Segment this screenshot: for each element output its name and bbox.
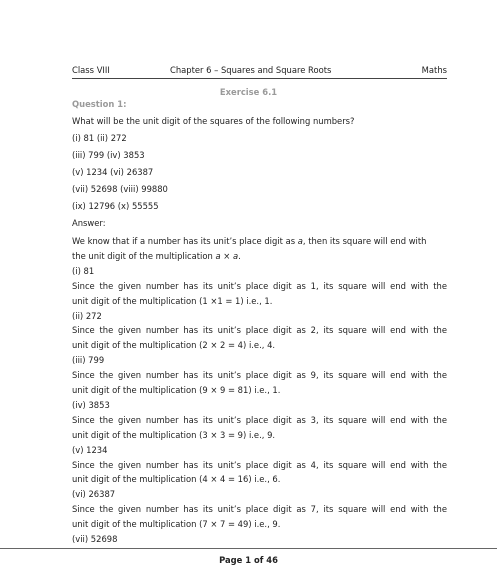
header-chapter: Chapter 6 – Squares and Square Roots bbox=[170, 65, 332, 75]
option-line: (iii) 799 (iv) 3853 bbox=[72, 150, 145, 160]
intro-text: We know that if a number has its unit’s place digit as bbox=[72, 236, 298, 246]
part-label: (i) 81 bbox=[72, 265, 95, 276]
page-number: Page 1 of 46 bbox=[219, 555, 278, 565]
part-label: (vii) 52698 bbox=[72, 534, 118, 544]
intro-text: . bbox=[238, 250, 241, 261]
part-explanation: unit digit of the multiplication (7 × 7 = 49) i.e., 9. bbox=[72, 519, 281, 530]
part-explanation: unit digit of the multiplication (3 × 3 = 9) i.e., 9. bbox=[72, 429, 276, 440]
part-explanation: Since the given number has its unit’s place digit as 1, its square will end with the bbox=[72, 280, 447, 291]
part-label: (vi) 26387 bbox=[72, 489, 116, 500]
part-label: (iv) 3853 bbox=[72, 399, 110, 410]
option-line: (v) 1234 (vi) 26387 bbox=[72, 167, 154, 177]
part-label: (ii) 272 bbox=[72, 310, 102, 321]
part-label: (v) 1234 bbox=[72, 444, 108, 455]
question-title: Question 1: bbox=[72, 99, 127, 109]
option-line: (i) 81 (ii) 272 bbox=[72, 133, 127, 143]
option-line: (ix) 12796 (x) 55555 bbox=[72, 201, 159, 211]
part-label: (iii) 799 bbox=[72, 355, 105, 366]
part-explanation: unit digit of the multiplication (2 × 2 = 4) i.e., 4. bbox=[72, 340, 276, 351]
part-explanation: Since the given number has its unit’s place digit as 2, its square will end with the bbox=[72, 325, 447, 336]
part-explanation: Since the given number has its unit’s place digit as 3, its square will end with the bbox=[72, 414, 447, 425]
intro-line-2 bbox=[72, 251, 447, 262]
answer-label: Answer: bbox=[72, 218, 106, 228]
option-line: (vii) 52698 (viii) 99880 bbox=[72, 184, 168, 194]
part-explanation: unit digit of the multiplication (1 ×1 = 1) i.e., 1. bbox=[72, 295, 273, 306]
part-explanation: Since the given number has its unit’s place digit as 7, its square will end with the bbox=[72, 504, 447, 515]
intro-text: , then its square will end with bbox=[302, 236, 427, 246]
intro-expression: a × a bbox=[215, 250, 239, 261]
page-header bbox=[72, 64, 447, 79]
intro-text: the unit digit of the multiplication bbox=[72, 250, 216, 261]
part-explanation: unit digit of the multiplication (9 × 9 = 81) i.e., 1. bbox=[72, 385, 281, 395]
header-class: Class VIII bbox=[72, 65, 110, 75]
footer-divider bbox=[0, 548, 497, 549]
exercise-title: Exercise 6.1 bbox=[219, 87, 278, 97]
question-text: What will be the unit digit of the squares of the following numbers? bbox=[72, 116, 355, 126]
header-subject: Maths bbox=[421, 65, 447, 75]
part-explanation: Since the given number has its unit’s place digit as 4, its square will end with the bbox=[72, 459, 447, 470]
part-explanation: unit digit of the multiplication (4 × 4 = 16) i.e., 6. bbox=[72, 474, 281, 485]
intro-line-1 bbox=[72, 236, 447, 247]
part-explanation: Since the given number has its unit’s place digit as 9, its square will end with the bbox=[72, 370, 447, 381]
intro-variable: a bbox=[297, 236, 303, 246]
